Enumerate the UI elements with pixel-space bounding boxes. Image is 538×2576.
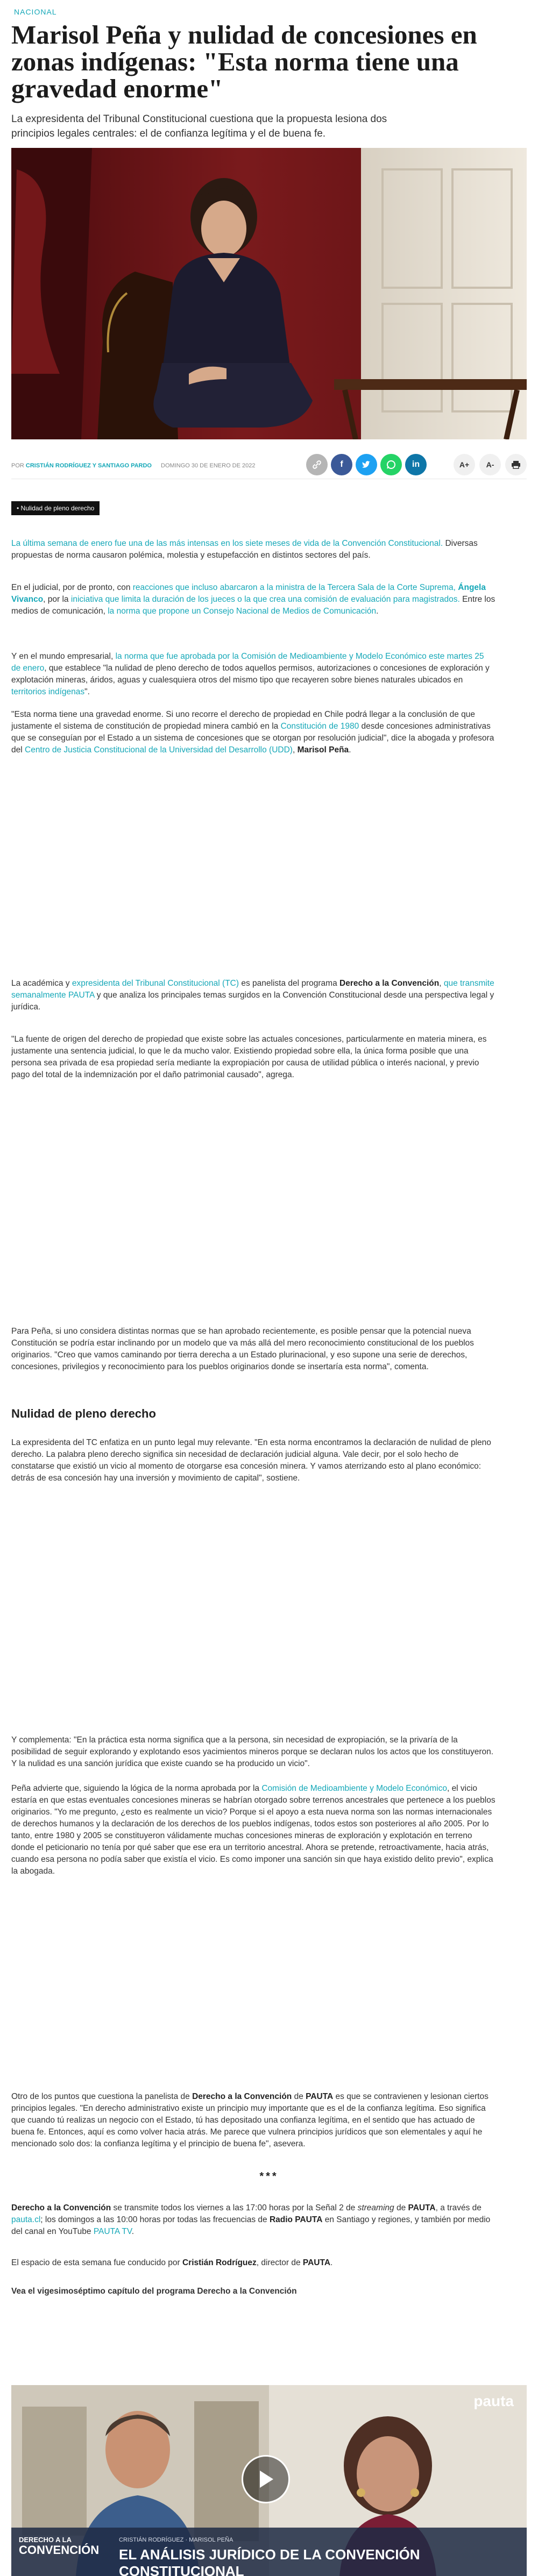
- print-icon[interactable]: [505, 454, 527, 475]
- video-brand-line2: CONVENCIÓN: [19, 2543, 100, 2557]
- paragraph-5-link-pauta[interactable]: que transmite semanalmente PAUTA: [11, 979, 494, 1000]
- paragraph-12-text-d: de: [394, 2203, 408, 2212]
- paragraph-13-pauta: PAUTA: [302, 2258, 331, 2267]
- paragraph-3-link-territories[interactable]: territorios indígenas: [11, 687, 85, 696]
- play-icon: [257, 2469, 275, 2489]
- paragraph-11: [11, 2091, 495, 2150]
- video-brand: [19, 2536, 99, 2557]
- paragraph-13: [11, 2257, 495, 2269]
- paragraph-3-text-e: ".: [84, 687, 90, 696]
- paragraph-5-text-g: y que analiza los principales temas surgidos en la Convención Constitucional desde una perspectiva legal y jurídica.: [11, 991, 494, 1012]
- paragraph-2-text-f: Entre los medios de comunicación,: [11, 595, 495, 616]
- reading-tools: [454, 454, 527, 475]
- paragraph-11-pauta: PAUTA: [306, 2092, 334, 2101]
- link-icon[interactable]: [306, 454, 328, 475]
- paragraph-2-link-vivanco[interactable]: Ángela Vivanco: [11, 583, 486, 604]
- paragraph-12-text-h: ; los domingos a las 10:00 horas por todas las frecuencias de: [40, 2215, 270, 2224]
- paragraph-11-text-c: de: [292, 2092, 306, 2101]
- paragraph-2-text-a: En el judicial, por de pronto, con: [11, 583, 133, 592]
- paragraph-5: [11, 978, 495, 1013]
- byline-bar: [11, 452, 527, 479]
- paragraph-1-text: Diversas propuestas de norma causaron polémica, molestia y estupefacción en distintos sectores del país.: [11, 539, 478, 560]
- twitter-icon[interactable]: [356, 454, 377, 475]
- share-buttons: [306, 454, 427, 475]
- article-headline: Marisol Peña y nulidad de concesiones en zonas indígenas: "Esta norma tiene una gravedad enorme": [11, 20, 477, 103]
- paragraph-8: La expresidenta del TC enfatiza en un punto legal muy relevante. "En esta norma encontramos la declaración de nulidad de pleno derecho. La palabra pleno derecho significa sin necesidad de declaración judicial alguna. Vale decir, por el solo hecho de constatarse que existió un vicio al momento de otorgarse esa concesión minera. Y vamos aterrizando esto al plano económico: detrás de esa concesión hay una inversión y movimiento de capital", sostiene.: [11, 1438, 491, 1483]
- font-increase-button[interactable]: A+: [454, 454, 475, 475]
- paragraph-12: [11, 2202, 495, 2238]
- paragraph-13-host: Cristián Rodríguez: [182, 2258, 257, 2267]
- paragraph-4-text-g: .: [349, 745, 351, 755]
- paragraph-2-link-initiative[interactable]: iniciativa que limita la duración de los jueces o la que crea una comisión de evaluación para magistrados.: [70, 595, 460, 604]
- paragraph-5-text-c: es panelista del programa: [239, 979, 339, 988]
- play-button[interactable]: [242, 2455, 290, 2503]
- paragraph-12-program: Derecho a la Convención: [11, 2203, 111, 2212]
- paragraph-12-pauta: PAUTA: [408, 2203, 436, 2212]
- paragraph-2-link-supreme-court[interactable]: reacciones que incluso abarcaron a la ministra de la Tercera Sala de la Corte Suprema,: [132, 583, 456, 592]
- video-participants: CRISTIÁN RODRÍGUEZ · MARISOL PEÑA: [119, 2537, 233, 2543]
- paragraph-10: [11, 1783, 495, 1877]
- paragraph-12-text-j: en Santiago y regiones, y también por medio del canal en YouTube: [11, 2215, 491, 2236]
- facebook-icon[interactable]: f: [331, 454, 352, 475]
- paragraph-10-text-c: , el vicio estaría en que estas eventuales concesiones mineras se habrían otorgado sobre terrenos ancestrales que pertenece a los pueblos originarios. "Yo me pregunto, ¿esto es realmente un vicio? Porque si el apoyo a esta nueva norma son las normas internacionales de derechos humanos y la declaración de los derechos de los pueblos indígenas, todos estos son posteriores al año 2005. Por lo tanto, entre 1980 y 2005 se constituyeron válidamente muchas concesiones mineras de exploración y explotación en terreno donde el peticionario no tenía por qué saber que ese era un territorio ancestral. Ahora se pretende, retroactivamente, hacia atrás, cuando esa persona no podía saber que existía el vicio. Es como imponer una sanción sin que haya existido delito previo", explica la abogada.: [11, 1784, 495, 1876]
- paragraph-11-program: Derecho a la Convención: [192, 2092, 292, 2101]
- channel-logo: pauta: [473, 2393, 514, 2409]
- video-brand-line1: DERECHO A LA: [19, 2536, 72, 2544]
- paragraph-5-link-tc[interactable]: expresidenta del Tribunal Constitucional (TC): [72, 979, 239, 988]
- hero-photo-illustration: [11, 148, 527, 439]
- paragraph-12-text-b: se transmite todos los viernes a las 17:00 horas por la Señal 2 de: [111, 2203, 358, 2212]
- paragraph-3: [11, 651, 495, 698]
- paragraph-12-radio: Radio PAUTA: [269, 2215, 323, 2224]
- paragraph-10-text-a: Peña advierte que, siguiendo la lógica de la norma aprobada por la: [11, 1784, 262, 1793]
- paragraph-3-text-c: , que establece "la nulidad de pleno derecho de todos aquellos permisos, autorizaciones o concesiones de exploración y explotación mineras, áridos, aguas y cualesquiera otros del mismo tipo que recayeren sobre bienes naturales ubicados en: [11, 664, 490, 685]
- paragraph-4-link-udd[interactable]: Centro de Justicia Constitucional de la Universidad del Desarrollo (UDD): [25, 745, 293, 755]
- paragraph-6: "La fuente de origen del derecho de propiedad que existe sobre las actuales concesiones, particularmente en materia minera, es justamente una sentencia judicial, lo que le da mucho valor. Existiendo propiedad sobre ella, la única forma posible que una persona sea privada de esa propiedad sería mediante la expropiación por causa de utilidad pública o interés nacional, y previo pago del total de la indemnización por el daño patrimonial causado", agrega.: [11, 1035, 487, 1079]
- paragraph-3-text-a: Y en el mundo empresarial,: [11, 652, 116, 661]
- paragraph-4-text-c: desde concesiones administrativas que se conseguían por el Estado a un sistema de concesiones que se otorgan por resolución judicial", dice la abogada y profesora del: [11, 722, 494, 755]
- font-decrease-button[interactable]: A-: [479, 454, 501, 475]
- paragraph-1: [11, 538, 495, 561]
- paragraph-2-link-media-council[interactable]: la norma que propone un Consejo Nacional de Medios de Comunicación: [108, 607, 377, 616]
- paragraph-5-program: Derecho a la Convención: [339, 979, 440, 988]
- paragraph-9: Y complementa: "En la práctica esta norma significa que a la persona, sin necesidad de expropiación, se la privaría de la posibilidad de seguir explorando y explotando esos yacimientos mineros porque se declaran nulos los actos que los constituyeron. Y la nulidad es una sanción jurídica que existe cuando se ha producido un vicio".: [11, 1735, 494, 1768]
- paragraph-13-text-a: El espacio de esta semana fue conducido por: [11, 2258, 182, 2267]
- paragraph-2-text-h: .: [376, 607, 379, 616]
- paragraph-4-name: Marisol Peña: [297, 745, 349, 755]
- paragraph-5-text-a: La académica y: [11, 979, 72, 988]
- whatsapp-icon[interactable]: [380, 454, 402, 475]
- paragraph-13-text-c: , director de: [256, 2258, 303, 2267]
- video-intro: Vea el vigesimoséptimo capítulo del programa Derecho a la Convención: [11, 2287, 297, 2296]
- paragraph-12-streaming: streaming: [357, 2203, 394, 2212]
- byline-prefix: POR: [11, 462, 24, 469]
- paragraph-11-text-e: es que se contravienen y lesionan ciertos principios legales. "En derecho administrativo existe un principio muy importante que es el de la confianza legítima. Eso significa que cuando tú realizas un negocio con el Estado, tú has depositado una confianza legítima, en el sentido que has actuado de buena fe. Entonces, aquí es como volver hacia atrás. Me parece que vulnera principios jurídicos que son elementales y aquí he mencionado solo dos: la confianza legítima y el principio de buena fe", asevera.: [11, 2092, 489, 2148]
- paragraph-4-text-e: ,: [292, 745, 298, 755]
- section-label[interactable]: NACIONAL: [14, 8, 57, 16]
- paragraph-4-link-constitution[interactable]: Constitución de 1980: [280, 722, 359, 731]
- paragraph-12-link-pauta-tv[interactable]: PAUTA TV: [93, 2227, 132, 2236]
- paragraph-2-text-d: , por la: [43, 595, 71, 604]
- byline: [11, 462, 256, 469]
- paragraph-10-link-commission[interactable]: Comisión de Medioambiente y Modelo Económico: [261, 1784, 447, 1793]
- publish-date: DOMINGO 30 DE ENERO DE 2022: [161, 462, 256, 469]
- paragraph-1-link[interactable]: La última semana de enero fue una de las más intensas en los siete meses de vida de la Convención Constitucional.: [11, 539, 443, 548]
- section-divider: ***: [259, 2171, 279, 2182]
- hero-photo: [11, 148, 527, 439]
- paragraph-3-link-commission[interactable]: la norma que fue aprobada por la Comisión de Medioambiente y Modelo Económico este martes 25 de enero: [11, 652, 484, 673]
- byline-authors[interactable]: CRISTIÁN RODRÍGUEZ Y SANTIAGO PARDO: [25, 462, 152, 469]
- section-subheading: Nulidad de pleno derecho: [11, 1407, 156, 1420]
- paragraph-2: [11, 582, 495, 617]
- paragraph-4: [11, 709, 495, 756]
- article-lead: La expresidenta del Tribunal Constitucional cuestiona que la propuesta lesiona dos principios legales centrales: el de confianza legítima y el de buena fe.: [11, 113, 387, 139]
- video-player[interactable]: [11, 2385, 527, 2576]
- video-title: EL ANÁLISIS JURÍDICO DE LA CONVENCIÓN CONSTITUCIONAL: [119, 2546, 420, 2576]
- topic-tag[interactable]: • Nulidad de pleno derecho: [11, 501, 100, 515]
- paragraph-11-text-a: Otro de los puntos que cuestiona la panelista de: [11, 2092, 193, 2101]
- paragraph-13-text-e: .: [330, 2258, 333, 2267]
- paragraph-12-link-pauta-cl[interactable]: pauta.cl: [11, 2215, 41, 2224]
- paragraph-12-text-f: , a través de: [435, 2203, 482, 2212]
- paragraph-7: Para Peña, si uno considera distintas normas que se han aprobado recientemente, es posible pensar que la potencial nueva Constitución se podría estar inclinando por un modelo que va más allá del mero reconocimiento constitucional de los pueblos originarios. "Creo que vamos caminando por tierra derecha a un Estado plurinacional, y eso supone una serie de derechos, concesiones, privilegios y reconocimiento para los pueblos originarios donde se insertaría esta norma", comenta.: [11, 1327, 474, 1371]
- paragraph-12-text-l: .: [131, 2227, 134, 2236]
- linkedin-icon[interactable]: in: [405, 454, 427, 475]
- paragraph-5-text-e: ,: [439, 979, 444, 988]
- paragraph-4-text-a: "Esta norma tiene una gravedad enorme. Si uno recorre el derecho de propiedad en Chile podrá llegar a la conclusión de que justamente el sistema de constitución de propiedad minera cambió en la: [11, 710, 475, 731]
